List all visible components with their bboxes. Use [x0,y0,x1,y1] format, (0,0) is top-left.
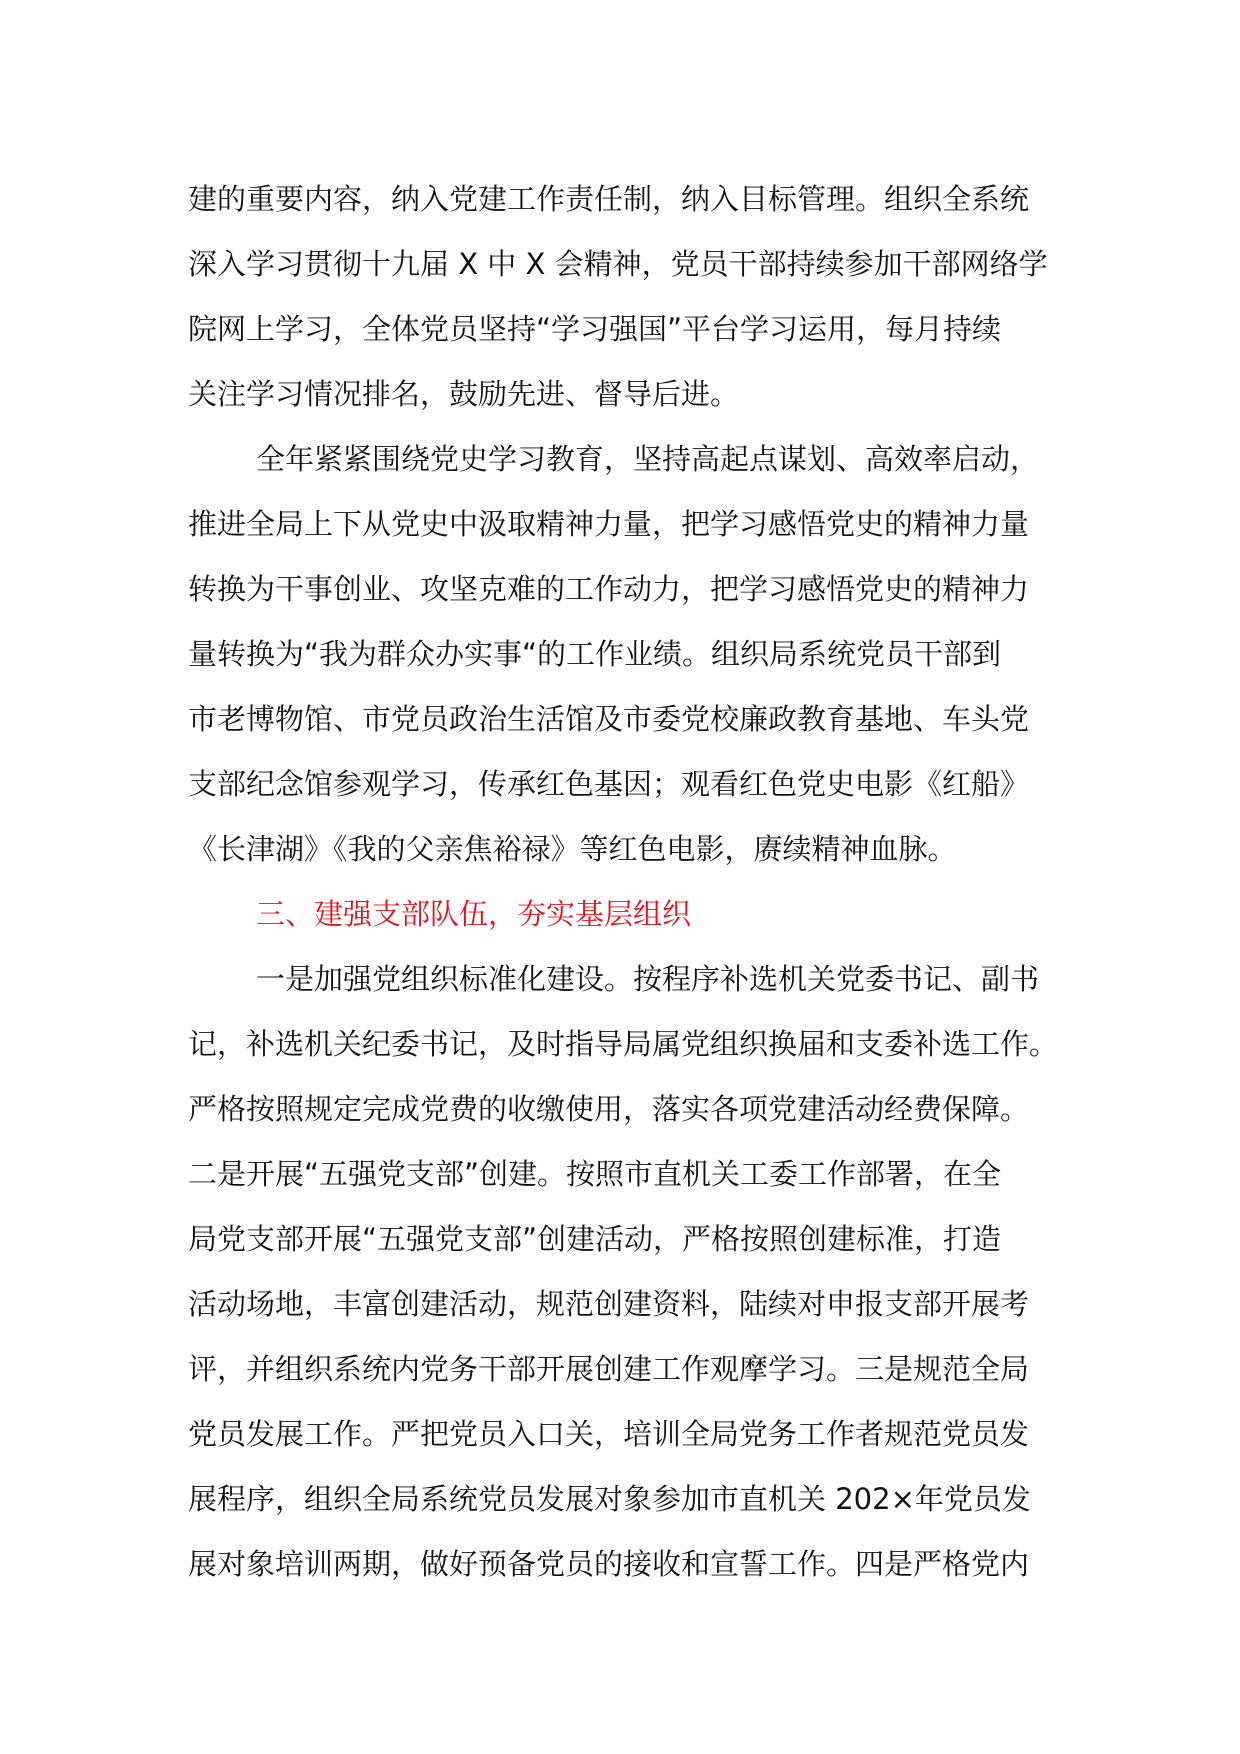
paragraph-line: 二是开展“五强党支部”创建。按照市直机关工委工作部署，在全 [188,1157,1002,1191]
paragraph-line: 局党支部开展“五强党支部”创建活动，严格按照创建标准，打造 [188,1222,1002,1256]
section-heading: 三、建强支部队伍，夯实基层组织 [256,897,692,931]
paragraph-line: 全年紧紧围绕党史学习教育，坚持高起点谋划、高效率启动， [256,442,1040,476]
paragraph-line: 记，补选机关纪委书记，及时指导局属党组织换届和支委补选工作。 [188,1027,1059,1061]
document-body [188,167,1058,1597]
paragraph-line: 《长津湖》《我的父亲焦裕禄》等红色电影，赓续精神血脉。 [188,832,957,866]
paragraph-line: 一是加强党组织标准化建设。按程序补选机关党委书记、副书 [256,962,1040,996]
paragraph-line: 量转换为“我为群众办实事“的工作业绩。组织局系统党员干部到 [188,637,1002,671]
paragraph-line: 活动场地，丰富创建活动，规范创建资料，陆续对申报支部开展考 [188,1287,1030,1321]
paragraph-line: 支部纪念馆参观学习，传承红色基因；观看红色党史电影《红船》 [188,767,1030,801]
paragraph-line: 院网上学习，全体党员坚持“学习强国”平台学习运用，每月持续 [188,312,1002,346]
paragraph-line: 关注学习情况排名，鼓励先进、督导后进。 [188,377,740,411]
paragraph-line: 展程序，组织全局系统党员发展对象参加市直机关 202×年党员发 [188,1482,1031,1516]
paragraph-line: 严格按照规定完成党费的收缴使用，落实各项党建活动经费保障。 [188,1092,1030,1126]
paragraph-line: 市老博物馆、市党员政治生活馆及市委党校廉政教育基地、车头党 [188,702,1030,736]
paragraph-line: 党员发展工作。严把党员入口关，培训全局党务工作者规范党员发 [188,1417,1030,1451]
paragraph-line: 深入学习贯彻十九届 X 中 X 会精神，党员干部持续参加干部网络学 [188,247,1048,281]
paragraph-line: 评，并组织系统内党务干部开展创建工作观摩学习。三是规范全局 [188,1352,1030,1386]
paragraph-line: 转换为干事创业、攻坚克难的工作动力，把学习感悟党史的精神力 [188,572,1030,606]
paragraph-line: 展对象培训两期，做好预备党员的接收和宣誓工作。四是严格党内 [188,1547,1030,1581]
paragraph-line: 推进全局上下从党史中汲取精神力量，把学习感悟党史的精神力量 [188,507,1030,541]
paragraph-line: 建的重要内容，纳入党建工作责任制，纳入目标管理。组织全系统 [188,182,1030,216]
